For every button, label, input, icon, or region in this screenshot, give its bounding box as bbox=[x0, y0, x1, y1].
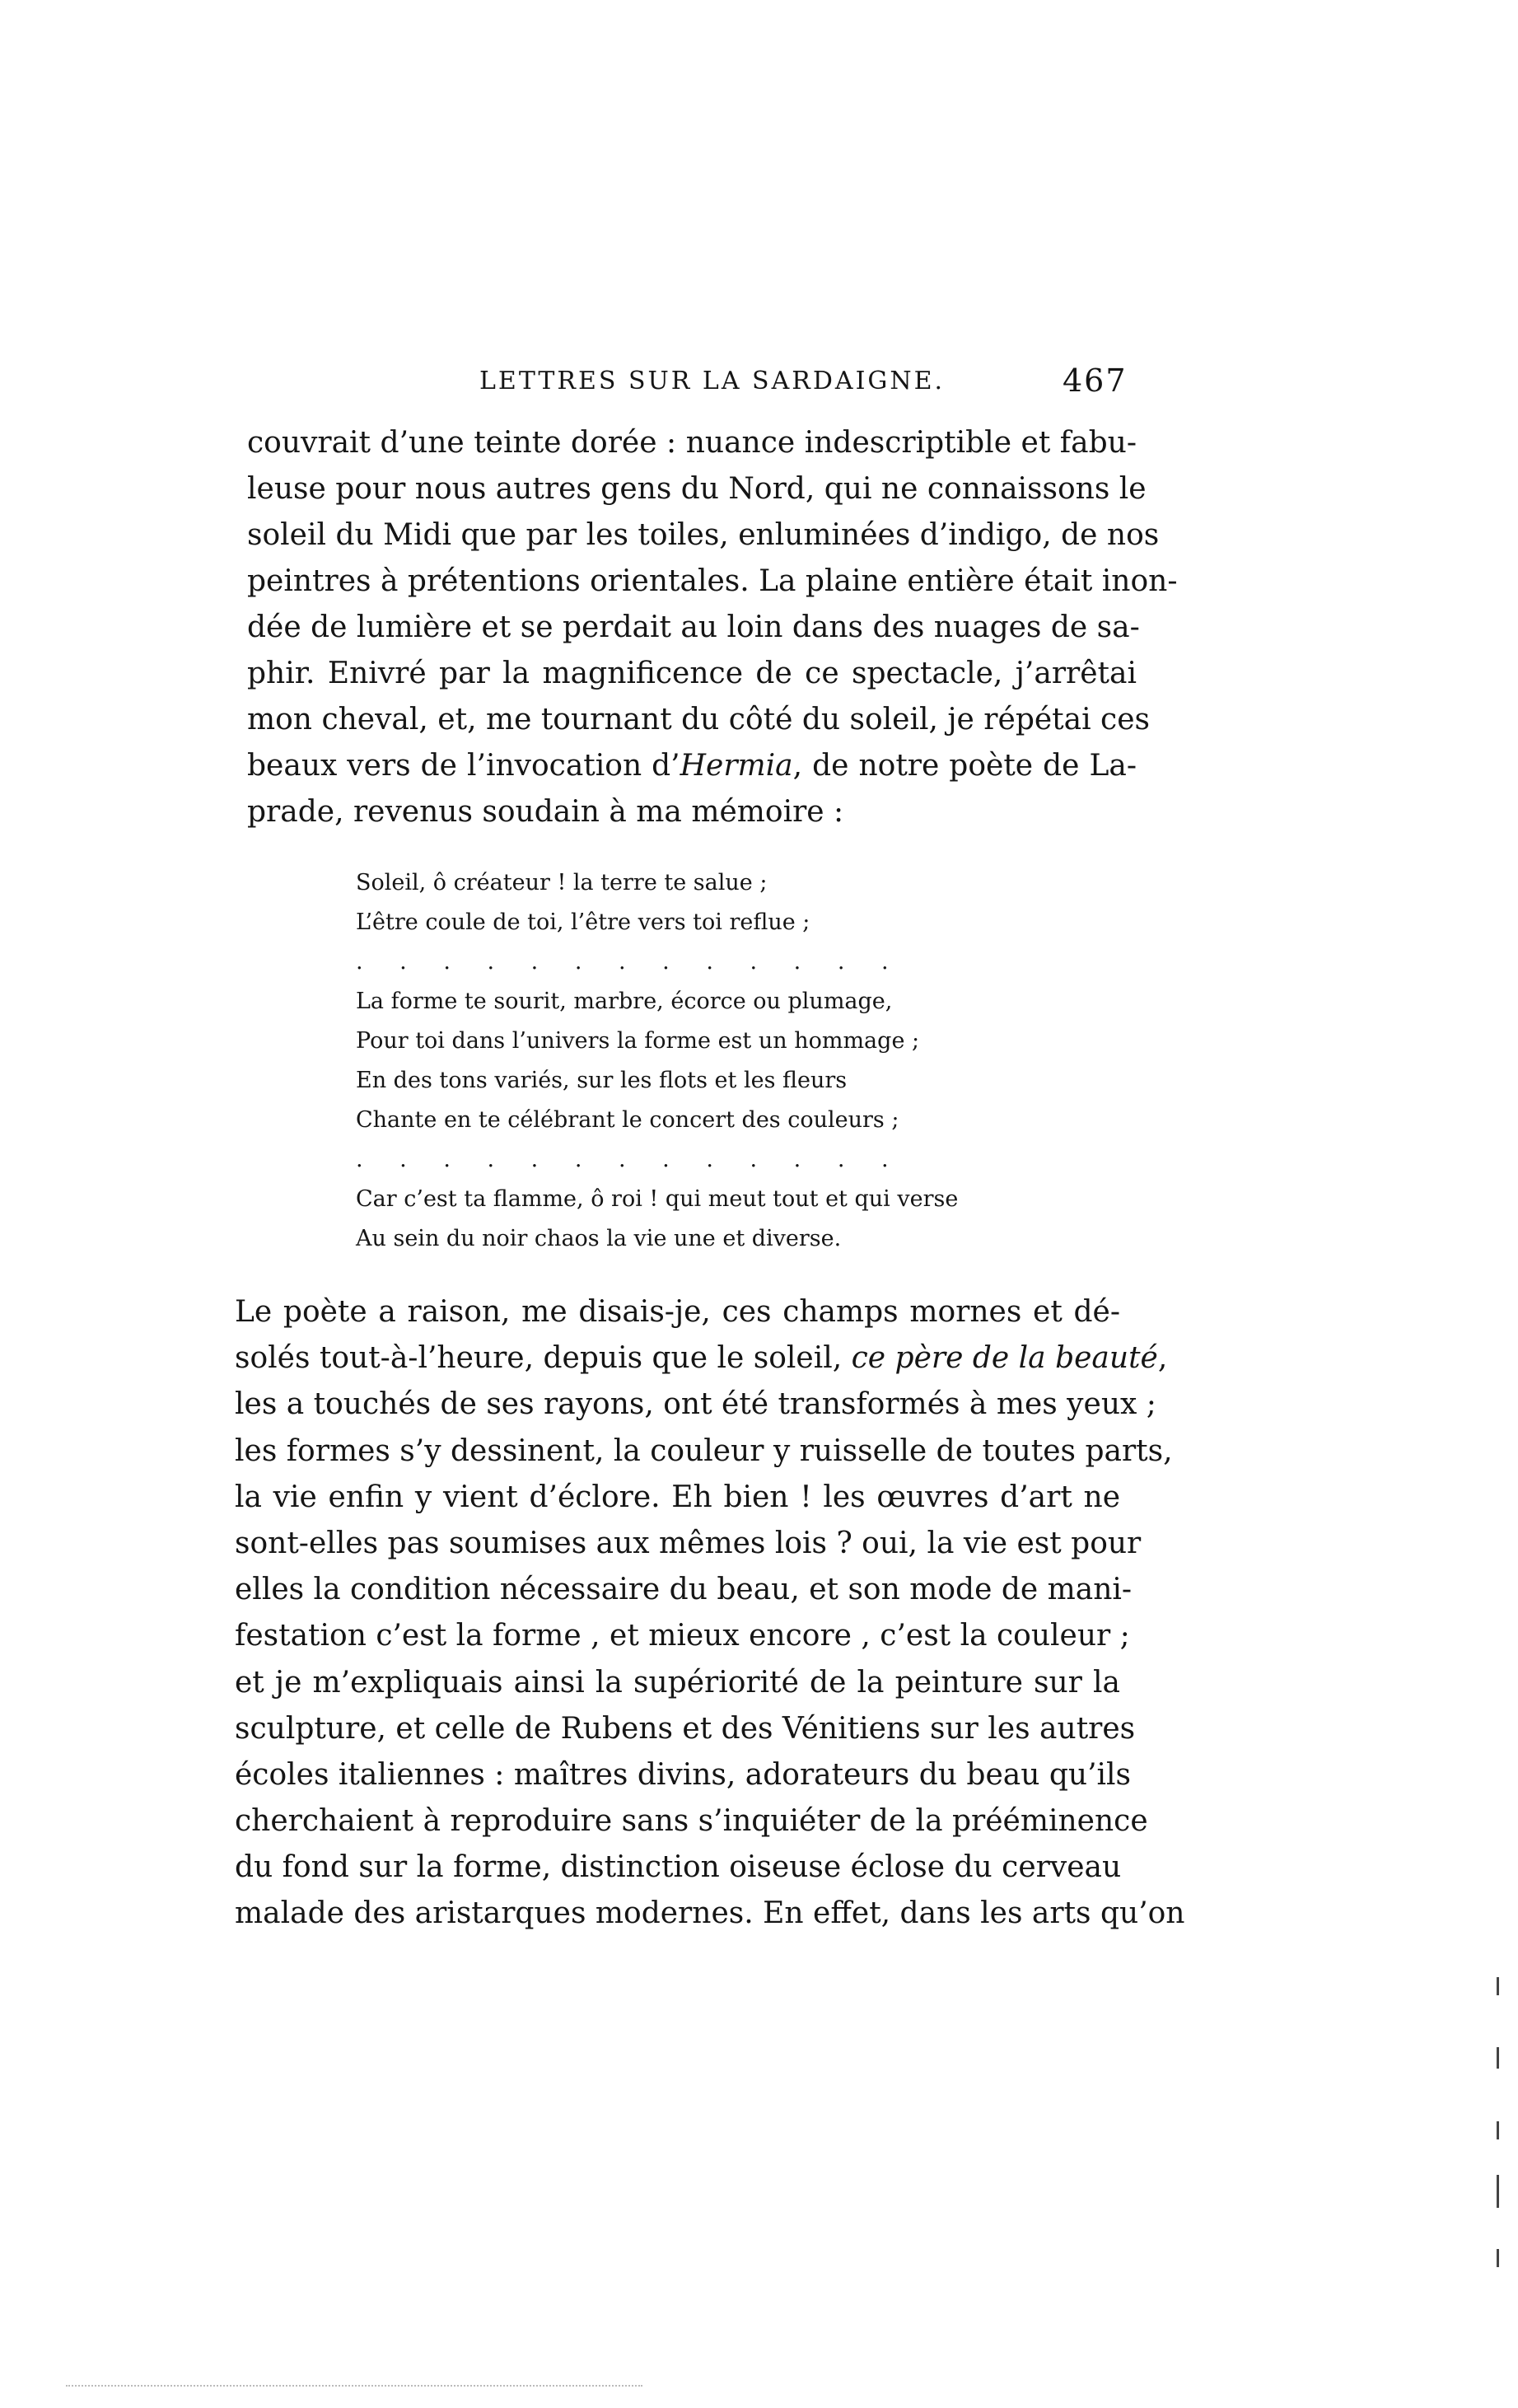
text-line: phir. Enivré par la magnificence de ce spectacle, j’arrêtai bbox=[247, 657, 1137, 690]
verse-line: Au sein du noir chaos la vie une et diverse. bbox=[356, 1226, 842, 1251]
text-segment: , de notre poète de La- bbox=[792, 749, 1137, 783]
text-line: la vie enfin y vient d’éclore. Eh bien ! les œuvres d’art ne bbox=[235, 1480, 1120, 1514]
scan-speck bbox=[1497, 2175, 1499, 2208]
page-number: 467 bbox=[1063, 362, 1128, 399]
text-line: peintres à prétentions orientales. La plaine entière était inon- bbox=[247, 564, 1178, 598]
verse-line: Soleil, ô créateur ! la terre te salue ; bbox=[356, 870, 768, 895]
text-line bbox=[247, 743, 1137, 789]
text-line: mon cheval, et, me tournant du côté du soleil, je répétai ces bbox=[247, 703, 1150, 736]
verse-line: Pour toi dans l’univers la forme est un hommage ; bbox=[356, 1028, 920, 1054]
text-line: leuse pour nous autres gens du Nord, qui ne connaissons le bbox=[247, 472, 1147, 506]
text-line: et je m’expliquais ainsi la supériorité de la peinture sur la bbox=[235, 1665, 1120, 1700]
text-line: les a touchés de ses rayons, ont été transformés à mes yeux ; bbox=[235, 1387, 1156, 1422]
scan-edge-noise bbox=[66, 2385, 642, 2390]
scan-artifacts bbox=[1497, 1977, 1502, 2307]
text-line: sont-elles pas soumises aux mêmes lois ? oui, la vie est pour bbox=[235, 1526, 1142, 1560]
scan-speck bbox=[1497, 2047, 1499, 2069]
ellipsis-line: . . . . . . . . . . . . . bbox=[356, 949, 904, 975]
scan-speck bbox=[1497, 2249, 1499, 2267]
verse-quotation bbox=[356, 863, 958, 1259]
text-line bbox=[235, 1335, 1168, 1382]
paragraph-2 bbox=[235, 1289, 1185, 1938]
text-line: festation c’est la forme , et mieux encore , c’est la couleur ; bbox=[235, 1619, 1130, 1653]
text-line: couvrait d’une teinte dorée : nuance indescriptible et fabu- bbox=[247, 426, 1137, 460]
text-line: les formes s’y dessinent, la couleur y ruisselle de toutes parts, bbox=[235, 1433, 1173, 1468]
verse-line: Chante en te célébrant le concert des couleurs ; bbox=[356, 1107, 899, 1133]
verse-line: Car c’est ta flamme, ô roi ! qui meut tout et qui verse bbox=[356, 1186, 959, 1212]
text-line: sculpture, et celle de Rubens et des Vénitiens sur les autres bbox=[235, 1711, 1136, 1746]
text-line: Le poète a raison, me disais-je, ces champs mornes et dé- bbox=[235, 1295, 1120, 1329]
text-line: soleil du Midi que par les toiles, enluminées d’indigo, de nos bbox=[247, 518, 1160, 552]
text-line: malade des aristarques modernes. En effet, dans les arts qu’on bbox=[235, 1896, 1185, 1931]
text-line: écoles italiennes : maîtres divins, adorateurs du beau qu’ils bbox=[235, 1757, 1132, 1792]
text-segment: , bbox=[1157, 1341, 1168, 1376]
ellipsis-line: . . . . . . . . . . . . . bbox=[356, 1147, 904, 1172]
verse-line: En des tons variés, sur les flots et les fleurs bbox=[356, 1068, 848, 1093]
verse-line: L’être coule de toi, l’être vers toi reflue ; bbox=[356, 909, 810, 935]
scan-speck bbox=[1497, 2121, 1499, 2139]
text-line: du fond sur la forme, distinction oiseuse éclose du cerveau bbox=[235, 1850, 1122, 1885]
running-title: LETTRES SUR LA SARDAIGNE. bbox=[479, 367, 946, 395]
text-line: cherchaient à reproduire sans s’inquiéter de la prééminence bbox=[235, 1804, 1148, 1839]
verse-line: La forme te sourit, marbre, écorce ou plumage, bbox=[356, 989, 893, 1014]
scan-speck bbox=[1497, 1977, 1499, 1995]
text-segment: solés tout-à-l’heure, depuis que le soleil, bbox=[235, 1341, 852, 1376]
text-line: dée de lumière et se perdait au loin dans des nuages de sa- bbox=[247, 610, 1140, 644]
text-line: prade, revenus soudain à ma mémoire : bbox=[247, 795, 844, 829]
text-line: elles la condition nécessaire du beau, et son mode de mani- bbox=[235, 1573, 1133, 1607]
quoted-phrase: ce père de la beauté bbox=[851, 1341, 1158, 1376]
text-segment: beaux vers de l’invocation d’ bbox=[247, 749, 680, 783]
work-title: Hermia bbox=[680, 749, 793, 783]
paragraph-1 bbox=[247, 420, 1178, 835]
